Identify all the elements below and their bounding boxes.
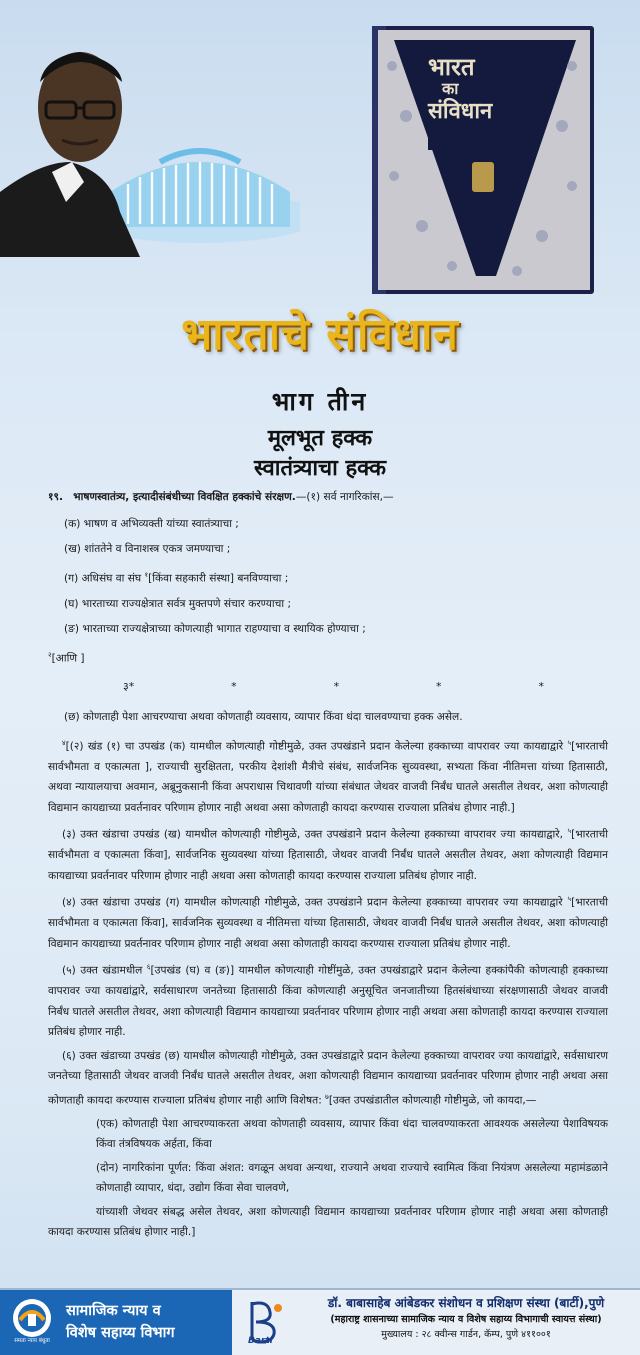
clause-gha: (घ) भारताच्या राज्यक्षेत्रात सर्वत्र मुक्तपणे संचार करण्याचा ; <box>64 597 292 610</box>
omitted-clauses-stars: ३* * * * * <box>123 679 544 693</box>
department-name: सामाजिक न्याय व विशेष सहाय्य विभाग <box>66 1303 175 1341</box>
paragraph-6: (६) उक्त खंडाच्या उपखंड (छ) यामधील कोणत्याही गोष्टीमुळे, उक्त उपखंडाद्वारे प्रदान केलेल्या हक्काच्या वापरावर ज्या कायद्यांद्वारे, सर्वसाधारण जनतेच्या हितासाठी जेथवर वाजवी निर्बंध घातले असतील तेथवर, अशा कोणत्याही विद्यमान कायद्याच्या प्रवर्तनावर परिणाम होणार नाही अथवा असा कोणताही कायदा करण्यास राज्याला प्रतिबंध होणार नाही आणि विशेषत: $^७$[उक्त उपखंडातील कोणत्याही गोष्टीमुळे, जो कायदा,— <box>48 1049 608 1107</box>
paragraph-4: (४) उक्त खंडाचा उपखंड (ग) यामधील कोणत्याही गोष्टीमुळे, उक्त उपखंडाने प्रदान केलेल्या हक्काच्या वापरावर ज्या कायद्याद्वारे $^५$[भारताची सार्वभौमता व एकात्मता किंवा], सार्वजनिक सुव्यवस्था व नीतिमत्ता यांच्या हितासाठी, जेथवर वाजवी निर्बंध घातले असतील तेथवर, अशा कोणत्याही विद्यमान कायद्याच्या प्रवर्तनावर परिणाम होणार नाही अथवा असा कोणताही कायदा करण्यास राज्याला प्रतिबंध होणार नाही. <box>48 895 608 950</box>
paragraph-3: (३) उक्त खंडाचा उपखंड (ख) यामधील कोणत्याही गोष्टीमुळे, उक्त उपखंडाने प्रदान केलेल्या हक्काच्या वापरावर ज्या कायद्याद्वारे, $^५$[भारताची सार्वभौमता व एकात्मता किंवा], सार्वजनिक सुव्यवस्था यांच्या हितासाठी, जेथवर वाजवी निर्बंध घातले असतील तेथवर, अशा कोणत्याही विद्यमान कायद्याच्या प्रवर्तनावर परिणाम होणार नाही अथवा असा कोणताही कायदा करण्यास राज्याला प्रतिबंध होणार नाही. <box>48 827 608 882</box>
institute-name: डॉ. बाबासाहेब आंबेडकर संशोधन व प्रशिक्षण संस्था (बार्टी),पुणे <box>327 1296 605 1310</box>
clause-ga: (ग) अधिसंघ वा संघ $^१$[किंवा सहकारी संस्था] बनविण्याचा ; <box>64 570 289 585</box>
institute-subtitle: (महाराष्ट्र शासनाच्या सामाजिक न्याय व विशेष सहाय्य विभागाची स्वायत्त संस्था) <box>330 1314 602 1325</box>
paragraph-5: (५) उक्त खंडामधील $^६$[उपखंड (घ) व (ङ)] यामधील कोणत्याही गोष्टींमुळे, उक्त उपखंडाद्वारे प्रदान केलेल्या हक्कांपैकी कोणत्याही हक्काच्या वापरावर ज्या कायद्यांद्वारे, सर्वसाधारण जनतेच्या हितासाठी किंवा कोणत्याही अनुसूचित जनजातीच्या हितसंबंधाच्या संरक्षणासाठी जेथवर वाजवी निर्बंध घातले असतील तेथवर, अशा कोणत्याही विद्यमान कायद्याच्या प्रवर्तनावर परिणाम होणार नाही अथवा असा कोणताही कायदा करण्यास राज्याला प्रतिबंध होणार नाही. <box>48 963 609 1039</box>
footer <box>0 1288 640 1355</box>
portrait-with-parliament-image <box>0 12 300 257</box>
article-number: १९. <box>48 491 64 503</box>
hero-illustration <box>0 0 640 300</box>
institute-info <box>296 1295 636 1342</box>
banner-title: भारताचे संविधान <box>181 309 459 360</box>
section-heading: स्वातंत्र्याचा हक्क <box>253 455 387 481</box>
department-block <box>0 1290 232 1355</box>
book-cover-title: भारत का संविधान <box>428 52 493 124</box>
clause-chh: (छ) कोणताही पेशा आचरण्याचा अथवा कोणताही व्यवसाय, व्यापार किंवा धंदा चालवण्याचा हक्क असेल. <box>64 711 463 724</box>
barti-logo-text: Barti <box>248 1336 273 1346</box>
article-lead: —(१) सर्व नागरिकांस,— <box>295 491 394 503</box>
article-heading <box>48 487 608 508</box>
clause-nga: (ङ) भारताच्या राज्यक्षेत्राच्या कोणत्याही भागात राहण्याचा व स्थायिक होण्याचा ; <box>64 623 366 636</box>
clause-ka: (क) भाषण व अभिव्यक्ती यांच्या स्वातंत्र्याचा ; <box>64 517 239 530</box>
institute-block <box>236 1290 640 1355</box>
paragraph-2: $^४$[(२) खंड (१) चा उपखंड (क) यामधील कोणत्याही गोष्टीमुळे, उक्त उपखंडाने प्रदान केलेल्या हक्काच्या वापरावर ज्या कायद्याद्वारे $^५$[भारताची सार्वभौमता व एकात्मता ], राज्याची सुरक्षितता, परकीय देशांशी मैत्रीचे संबंध, सार्वजनिक सुव्यवस्था, सभ्यता किंवा नीतिमत्ता यांच्या हितासाठी, अथवा न्यायालयाचा अवमान, अब्रूनुकसानी किंवा अपराधास चिथावणी यांच्या संबंधात जेथवर वाजवी निर्बंध घातले असतील तेथवर, अशा कोणत्याही विद्यमान कायद्याच्या प्रवर्तनावर परिणाम होणार नाही अथवा असा कोणताही कायदा करण्यास राज्याला प्रतिबंध होणार नाही.] <box>48 738 608 814</box>
emblem-caption: समता न्याय बंधुता <box>14 1338 50 1344</box>
subclause-one: (एक) कोणताही पेशा आचरण्याकरता अथवा कोणताही व्यवसाय, व्यापार किंवा धंदा चालवण्याकरता आवश्यक असलेल्या पेशाविषयक किंवा तंत्रविषयक अर्हता, किंवा <box>96 1117 608 1151</box>
subject-heading: मूलभूत हक्क <box>267 425 373 451</box>
institute-address: मुख्यालय : २८ क्वीन्स गार्डन, कॅम्प, पुणे ४११००१ <box>381 1329 551 1340</box>
article-body <box>48 487 608 1246</box>
closing-paragraph: यांच्याशी जेथवर संबद्ध असेल तेथवर, अशा कोणत्याही विद्यमान कायद्याच्या प्रवर्तनावर परिणाम होणार नाही अथवा असा कोणताही कायदा करण्यास प्रतिबंध होणार नाही.] <box>48 1205 608 1239</box>
clause-kha: (ख) शांततेने व विनाशस्त्र एकत्र जमण्याचा ; <box>64 543 231 555</box>
article-title: भाषणस्वातंत्र्य, इत्यादीसंबंधीच्या विवक्षित हक्कांचे संरक्षण. <box>73 491 296 503</box>
aani-line: $^२$[आणि ] <box>48 650 85 665</box>
subclause-two: (दोन) नागरिकांना पूर्णत: किंवा अंशत: वगळून अथवा अन्यथा, राज्याने अथवा राज्याचे स्वामित्व किंवा नियंत्रण असलेल्या महामंडळाने कोणताही व्यापार, धंदा, उद्योग किंवा सेवा चालवणे, <box>96 1161 608 1195</box>
part-heading: भाग तीन <box>271 387 369 416</box>
